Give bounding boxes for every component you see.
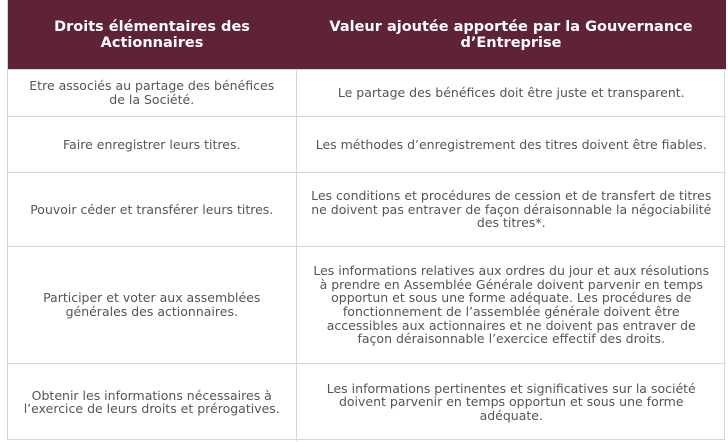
value-cell: Les conditions et procédures de cession et de transfert de titres ne doivent pas entraver de façon déraisonnable la négociabilité des titres*.: [296, 173, 726, 247]
right-cell: Faire enregistrer leurs titres.: [8, 117, 296, 173]
table-body: [8, 70, 726, 441]
table-header: [8, 0, 726, 70]
shareholder-rights-table: [8, 0, 726, 441]
value-cell: Les informations pertinentes et significatives sur la société doivent parvenir en temps opportun et sous une forme adéquate.: [296, 364, 726, 441]
table-row: [8, 173, 726, 247]
table-row: [8, 70, 726, 117]
header-governance-value: Valeur ajoutée apportée par la Gouvernance d’Entreprise: [296, 0, 726, 70]
right-cell: Obtenir les informations nécessaires à l’exercice de leurs droits et prérogatives.: [8, 364, 296, 441]
governance-table-container: [7, 0, 725, 440]
value-cell: Les méthodes d’enregistrement des titres doivent être fiables.: [296, 117, 726, 173]
header-shareholder-rights: Droits élémentaires des Actionnaires: [8, 0, 296, 70]
right-cell: Pouvoir céder et transférer leurs titres.: [8, 173, 296, 247]
header-row: [8, 0, 726, 70]
right-cell: Etre associés au partage des bénéfices de la Société.: [8, 70, 296, 117]
table-row: [8, 247, 726, 364]
value-cell: Le partage des bénéfices doit être juste et transparent.: [296, 70, 726, 117]
table-row: [8, 364, 726, 441]
right-cell: Participer et voter aux assemblées générales des actionnaires.: [8, 247, 296, 364]
table-row: [8, 117, 726, 173]
value-cell: Les informations relatives aux ordres du jour et aux résolutions à prendre en Assemblée Générale doivent parvenir en temps opportun et sous une forme adéquate. Les procédures de fonctionnement de l’assemblée générale doivent être accessibles aux actionnaires et ne doivent pas entraver de façon déraisonnable l’exercice effectif des droits.: [296, 247, 726, 364]
